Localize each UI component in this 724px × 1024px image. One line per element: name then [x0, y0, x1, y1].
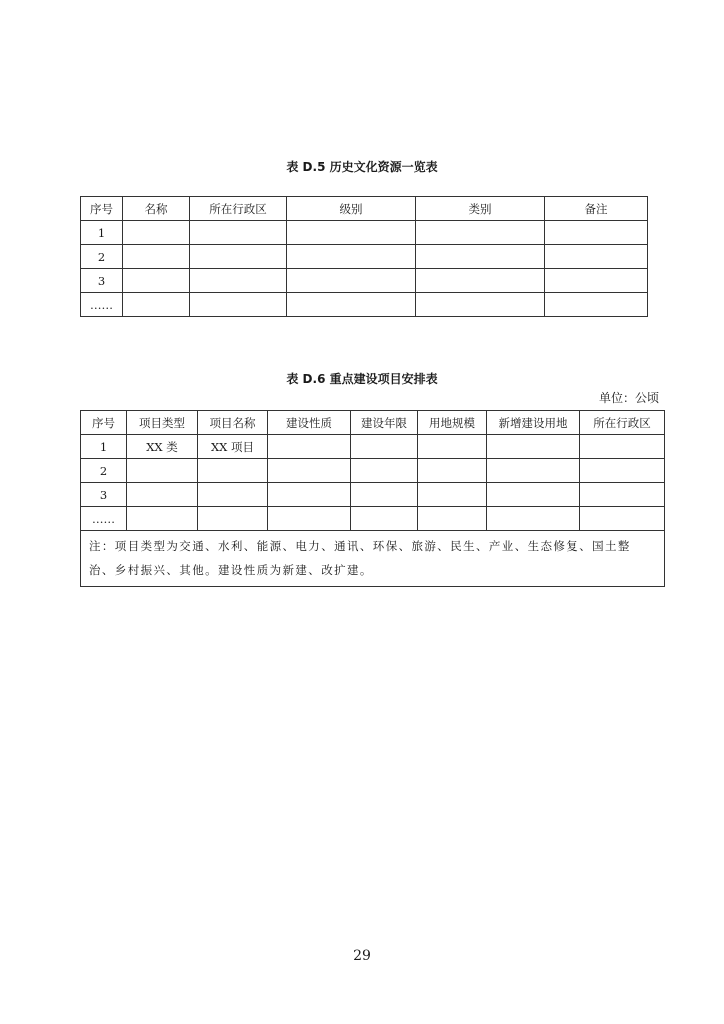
key-construction-projects-table	[80, 410, 665, 587]
column-header: 用地规模	[418, 411, 487, 435]
table-cell: 1	[81, 435, 127, 459]
table-cell	[416, 293, 545, 317]
column-header: 所在行政区	[190, 197, 287, 221]
table-cell	[487, 459, 580, 483]
table-d5-caption: 表 D.5 历史文化资源一览表	[286, 160, 438, 174]
table-cell	[190, 221, 287, 245]
table-cell	[545, 293, 648, 317]
table-cell	[268, 507, 351, 531]
table-cell	[351, 459, 418, 483]
table-row	[81, 221, 648, 245]
table-header-row	[81, 411, 665, 435]
table-cell	[127, 507, 198, 531]
table-cell	[123, 221, 190, 245]
table-cell	[487, 507, 580, 531]
column-header: 备注	[545, 197, 648, 221]
table-row	[81, 507, 665, 531]
table-cell	[545, 269, 648, 293]
table-cell: 3	[81, 483, 127, 507]
table-row	[81, 459, 665, 483]
table-cell	[418, 435, 487, 459]
table-cell	[487, 435, 580, 459]
table-cell	[580, 459, 665, 483]
table-cell	[416, 221, 545, 245]
column-header: 项目类型	[127, 411, 198, 435]
table-cell	[123, 269, 190, 293]
table-cell	[198, 483, 268, 507]
table-cell	[580, 483, 665, 507]
table-cell	[418, 507, 487, 531]
table-d6-caption: 表 D.6 重点建设项目安排表	[286, 372, 438, 386]
table-cell: ……	[81, 293, 123, 317]
table-cell: 1	[81, 221, 123, 245]
table-cell	[190, 293, 287, 317]
column-header: 序号	[81, 197, 123, 221]
table-cell	[545, 221, 648, 245]
table-cell	[416, 269, 545, 293]
table-cell	[351, 435, 418, 459]
table-cell	[287, 245, 416, 269]
table-cell	[287, 221, 416, 245]
column-header: 建设性质	[268, 411, 351, 435]
table-cell	[287, 269, 416, 293]
page-number: 29	[353, 948, 371, 964]
table-cell	[487, 483, 580, 507]
column-header: 新增建设用地	[487, 411, 580, 435]
table-cell	[268, 435, 351, 459]
table-cell	[351, 483, 418, 507]
table-note-row	[81, 531, 665, 587]
column-header: 名称	[123, 197, 190, 221]
table-cell	[198, 507, 268, 531]
table-cell: 2	[81, 245, 123, 269]
table-row	[81, 269, 648, 293]
table-cell	[127, 459, 198, 483]
table-cell	[123, 293, 190, 317]
table-header-row	[81, 197, 648, 221]
table-row	[81, 435, 665, 459]
column-header: 所在行政区	[580, 411, 665, 435]
table-cell: XX 项目	[198, 435, 268, 459]
column-header: 建设年限	[351, 411, 418, 435]
historical-cultural-resources-table	[80, 196, 648, 317]
table-cell	[351, 507, 418, 531]
table-cell	[545, 245, 648, 269]
table-cell	[287, 293, 416, 317]
table-cell	[198, 459, 268, 483]
table-note: 注：项目类型为交通、水利、能源、电力、通讯、环保、旅游、民生、产业、生态修复、国土整治、乡村振兴、其他。建设性质为新建、改扩建。	[81, 531, 665, 587]
column-header: 序号	[81, 411, 127, 435]
table-row	[81, 245, 648, 269]
table-cell	[418, 459, 487, 483]
table-cell	[268, 483, 351, 507]
table-cell	[268, 459, 351, 483]
table-cell	[127, 483, 198, 507]
column-header: 项目名称	[198, 411, 268, 435]
table-cell: ……	[81, 507, 127, 531]
unit-label: 单位：公顷	[598, 391, 659, 405]
table-cell	[416, 245, 545, 269]
table-cell: 3	[81, 269, 123, 293]
table-cell	[418, 483, 487, 507]
column-header: 级别	[287, 197, 416, 221]
table-cell: 2	[81, 459, 127, 483]
table-row	[81, 293, 648, 317]
table-cell	[190, 269, 287, 293]
table-row	[81, 483, 665, 507]
table-cell	[123, 245, 190, 269]
table-cell	[580, 435, 665, 459]
table-cell	[580, 507, 665, 531]
table-cell: XX 类	[127, 435, 198, 459]
column-header: 类别	[416, 197, 545, 221]
table-cell	[190, 245, 287, 269]
